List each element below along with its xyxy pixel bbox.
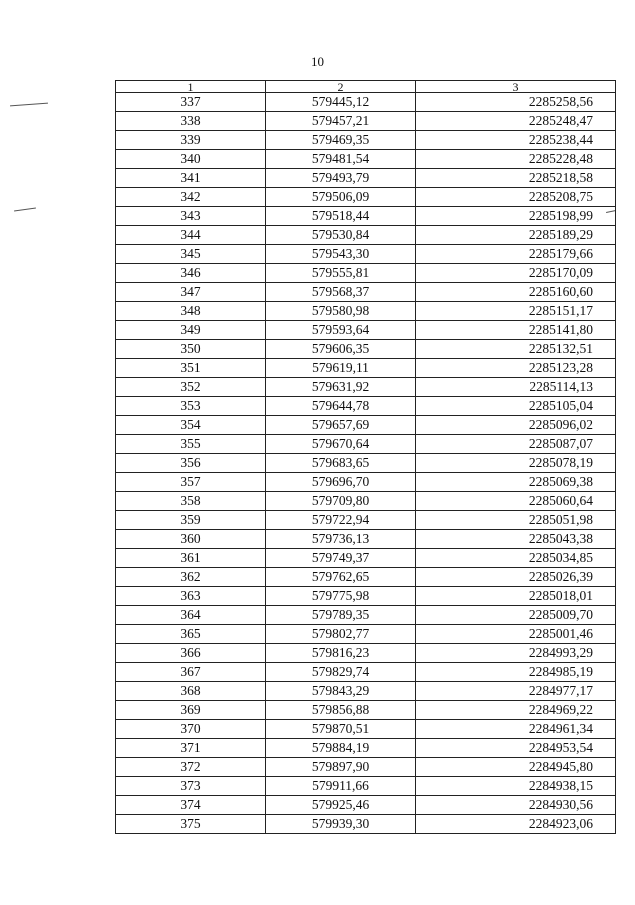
x-coordinate-cell: 579897,90 [266,758,416,777]
table-row [116,720,616,739]
point-number-cell: 350 [116,340,266,359]
table-row [116,530,616,549]
x-coordinate-cell: 579555,81 [266,264,416,283]
y-coordinate-cell: 2285151,17 [416,302,616,321]
point-number-cell: 355 [116,435,266,454]
x-coordinate-cell: 579870,51 [266,720,416,739]
y-coordinate-cell: 2284930,56 [416,796,616,815]
x-coordinate-cell: 579543,30 [266,245,416,264]
table-row [116,682,616,701]
table-row [116,378,616,397]
table-row [116,473,616,492]
point-number-cell: 353 [116,397,266,416]
y-coordinate-cell: 2285114,13 [416,378,616,397]
table-row [116,587,616,606]
y-coordinate-cell: 2285026,39 [416,568,616,587]
point-number-cell: 361 [116,549,266,568]
x-coordinate-cell: 579530,84 [266,226,416,245]
table-row [116,739,616,758]
x-coordinate-cell: 579843,29 [266,682,416,701]
point-number-cell: 348 [116,302,266,321]
table-row [116,359,616,378]
point-number-cell: 363 [116,587,266,606]
y-coordinate-cell: 2285228,48 [416,150,616,169]
x-coordinate-cell: 579445,12 [266,93,416,112]
point-number-cell: 368 [116,682,266,701]
table-row [116,568,616,587]
point-number-cell: 369 [116,701,266,720]
table-row [116,340,616,359]
table-row [116,663,616,682]
table-row [116,416,616,435]
x-coordinate-cell: 579775,98 [266,587,416,606]
header-col-1: 1 [116,81,266,93]
point-number-cell: 373 [116,777,266,796]
point-number-cell: 364 [116,606,266,625]
y-coordinate-cell: 2284969,22 [416,701,616,720]
point-number-cell: 337 [116,93,266,112]
y-coordinate-cell: 2285170,09 [416,264,616,283]
x-coordinate-cell: 579696,70 [266,473,416,492]
table-row [116,264,616,283]
table-row [116,492,616,511]
x-coordinate-cell: 579802,77 [266,625,416,644]
point-number-cell: 351 [116,359,266,378]
y-coordinate-cell: 2284961,34 [416,720,616,739]
point-number-cell: 360 [116,530,266,549]
y-coordinate-cell: 2285087,07 [416,435,616,454]
x-coordinate-cell: 579568,37 [266,283,416,302]
y-coordinate-cell: 2284977,17 [416,682,616,701]
x-coordinate-cell: 579789,35 [266,606,416,625]
y-coordinate-cell: 2284985,19 [416,663,616,682]
y-coordinate-cell: 2285001,46 [416,625,616,644]
table-row [116,758,616,777]
x-coordinate-cell: 579619,11 [266,359,416,378]
x-coordinate-cell: 579829,74 [266,663,416,682]
x-coordinate-cell: 579518,44 [266,207,416,226]
coordinates-table [115,80,616,834]
point-number-cell: 371 [116,739,266,758]
y-coordinate-cell: 2284938,15 [416,777,616,796]
y-coordinate-cell: 2285238,44 [416,131,616,150]
x-coordinate-cell: 579939,30 [266,815,416,834]
x-coordinate-cell: 579762,65 [266,568,416,587]
point-number-cell: 365 [116,625,266,644]
y-coordinate-cell: 2284993,29 [416,644,616,663]
x-coordinate-cell: 579506,09 [266,188,416,207]
x-coordinate-cell: 579709,80 [266,492,416,511]
point-number-cell: 344 [116,226,266,245]
table-row [116,302,616,321]
y-coordinate-cell: 2285078,19 [416,454,616,473]
table-row [116,112,616,131]
x-coordinate-cell: 579631,92 [266,378,416,397]
x-coordinate-cell: 579722,94 [266,511,416,530]
table-row [116,625,616,644]
point-number-cell: 338 [116,112,266,131]
point-number-cell: 349 [116,321,266,340]
header-col-2: 2 [266,81,416,93]
page-number: 10 [311,54,324,69]
table-row [116,549,616,568]
x-coordinate-cell: 579736,13 [266,530,416,549]
y-coordinate-cell: 2285258,56 [416,93,616,112]
table-row [116,245,616,264]
table-row [116,93,616,112]
y-coordinate-cell: 2285248,47 [416,112,616,131]
y-coordinate-cell: 2284953,54 [416,739,616,758]
point-number-cell: 375 [116,815,266,834]
scan-mark-left-1 [10,103,48,107]
x-coordinate-cell: 579606,35 [266,340,416,359]
table-row [116,511,616,530]
point-number-cell: 370 [116,720,266,739]
point-number-cell: 357 [116,473,266,492]
point-number-cell: 362 [116,568,266,587]
y-coordinate-cell: 2285018,01 [416,587,616,606]
y-coordinate-cell: 2284945,80 [416,758,616,777]
x-coordinate-cell: 579884,19 [266,739,416,758]
y-coordinate-cell: 2284923,06 [416,815,616,834]
y-coordinate-cell: 2285051,98 [416,511,616,530]
point-number-cell: 347 [116,283,266,302]
point-number-cell: 374 [116,796,266,815]
y-coordinate-cell: 2285198,99 [416,207,616,226]
y-coordinate-cell: 2285132,51 [416,340,616,359]
x-coordinate-cell: 579925,46 [266,796,416,815]
table-row [116,454,616,473]
y-coordinate-cell: 2285105,04 [416,397,616,416]
point-number-cell: 346 [116,264,266,283]
y-coordinate-cell: 2285034,85 [416,549,616,568]
x-coordinate-cell: 579580,98 [266,302,416,321]
x-coordinate-cell: 579911,66 [266,777,416,796]
y-coordinate-cell: 2285141,80 [416,321,616,340]
point-number-cell: 356 [116,454,266,473]
y-coordinate-cell: 2285123,28 [416,359,616,378]
point-number-cell: 345 [116,245,266,264]
table-row [116,169,616,188]
table-row [116,435,616,454]
table-row [116,777,616,796]
y-coordinate-cell: 2285096,02 [416,416,616,435]
point-number-cell: 342 [116,188,266,207]
x-coordinate-cell: 579683,65 [266,454,416,473]
x-coordinate-cell: 579469,35 [266,131,416,150]
point-number-cell: 343 [116,207,266,226]
y-coordinate-cell: 2285218,58 [416,169,616,188]
table-row [116,644,616,663]
point-number-cell: 359 [116,511,266,530]
y-coordinate-cell: 2285160,60 [416,283,616,302]
scan-mark-left-2 [14,207,36,211]
point-number-cell: 339 [116,131,266,150]
point-number-cell: 340 [116,150,266,169]
point-number-cell: 367 [116,663,266,682]
x-coordinate-cell: 579481,54 [266,150,416,169]
table-row [116,283,616,302]
point-number-cell: 352 [116,378,266,397]
header-col-3: 3 [416,81,616,93]
table-row [116,815,616,834]
table-row [116,397,616,416]
x-coordinate-cell: 579457,21 [266,112,416,131]
x-coordinate-cell: 579670,64 [266,435,416,454]
table-row [116,226,616,245]
x-coordinate-cell: 579816,23 [266,644,416,663]
x-coordinate-cell: 579749,37 [266,549,416,568]
point-number-cell: 366 [116,644,266,663]
y-coordinate-cell: 2285208,75 [416,188,616,207]
x-coordinate-cell: 579593,64 [266,321,416,340]
x-coordinate-cell: 579644,78 [266,397,416,416]
table-row [116,321,616,340]
point-number-cell: 372 [116,758,266,777]
point-number-cell: 354 [116,416,266,435]
table-row [116,188,616,207]
y-coordinate-cell: 2285009,70 [416,606,616,625]
y-coordinate-cell: 2285060,64 [416,492,616,511]
table-row [116,606,616,625]
table-header-row [116,81,616,93]
x-coordinate-cell: 579856,88 [266,701,416,720]
y-coordinate-cell: 2285043,38 [416,530,616,549]
table-row [116,207,616,226]
y-coordinate-cell: 2285189,29 [416,226,616,245]
point-number-cell: 358 [116,492,266,511]
table-row [116,150,616,169]
x-coordinate-cell: 579657,69 [266,416,416,435]
table-row [116,701,616,720]
point-number-cell: 341 [116,169,266,188]
table-row [116,796,616,815]
table-row [116,131,616,150]
x-coordinate-cell: 579493,79 [266,169,416,188]
y-coordinate-cell: 2285179,66 [416,245,616,264]
y-coordinate-cell: 2285069,38 [416,473,616,492]
